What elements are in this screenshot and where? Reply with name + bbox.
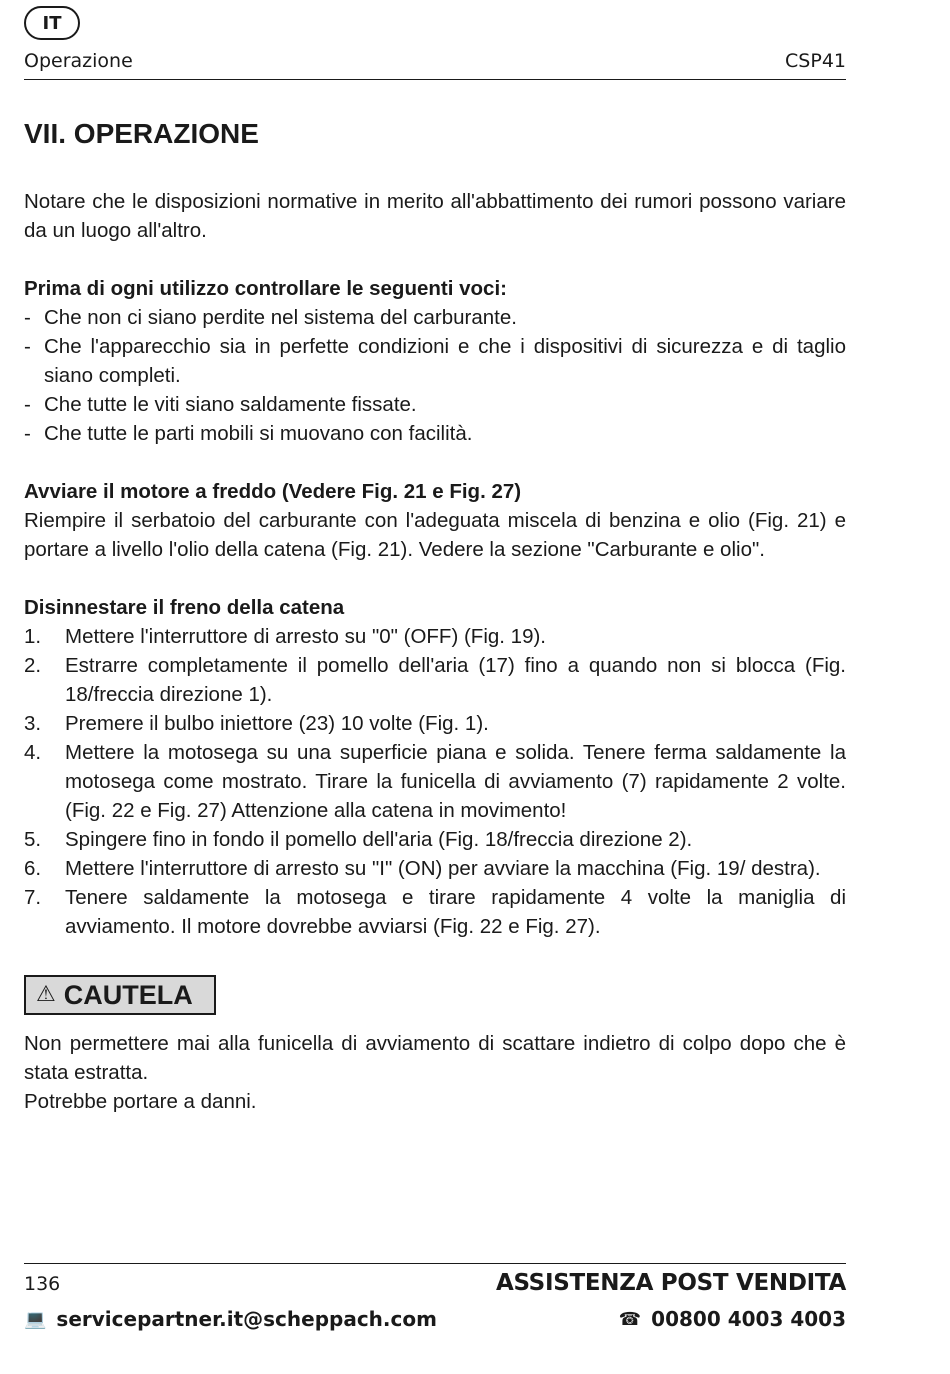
chain-brake-section	[24, 593, 846, 941]
email-address[interactable]: servicepartner.it@scheppach.com	[56, 1307, 437, 1331]
list-item: - Che non ci siano perdite nel sistema del carburante.	[24, 306, 517, 329]
list-item: - Che tutte le parti mobili si muovano con facilità.	[24, 422, 473, 445]
list-item: - Che tutte le viti siano saldamente fissate.	[24, 393, 417, 416]
step-item: 6. Mettere l'interruttore di arresto su "I" (ON) per avviare la macchina (Fig. 19/ destra).	[24, 857, 821, 880]
intro-paragraph: Notare che le disposizioni normative in merito all'abbattimento dei rumori possono variare da un luogo all'altro.	[24, 190, 846, 242]
cold-start-text: Riempire il serbatoio del carburante con l'adeguata miscela di benzina e olio (Fig. 21) e portare a livello l'olio della catena (Fig. 21). Vedere la sezione "Carburante e olio".	[24, 509, 846, 561]
checks-section	[24, 274, 846, 448]
header-divider	[24, 79, 846, 80]
list-item: - Che l'apparecchio sia in perfette condizioni e che i dispositivi di sicurezza e di taglio siano completi.	[24, 335, 846, 387]
page-number: 136	[24, 1273, 61, 1295]
contact-row	[24, 1307, 846, 1331]
steps-list	[24, 622, 846, 941]
step-item: 2. Estrarre completamente il pomello dell'aria (17) fino a quando non si blocca (Fig. 18/freccia direzione 1).	[24, 654, 846, 706]
model-name: CSP41	[785, 50, 846, 72]
chain-brake-heading: Disinnestare il freno della catena	[24, 596, 345, 619]
section-name: Operazione	[24, 50, 133, 72]
page-footer	[24, 1270, 846, 1296]
step-item: 3. Premere il bulbo iniettore (23) 10 volte (Fig. 1).	[24, 712, 489, 735]
step-item: 4. Mettere la motosega su una superficie piana e solida. Tenere ferma saldamente la motosega come mostrato. Tirare la funicella di avviamento (7) rapidamente 2 volte. (Fig. 22 e Fig. 27) Attenzione alla catena in movimento!	[24, 741, 846, 822]
cold-start-section	[24, 477, 846, 564]
caution-label: CAUTELA	[63, 979, 193, 1010]
step-item: 5. Spingere fino in fondo il pomello dell'aria (Fig. 18/freccia direzione 2).	[24, 828, 693, 851]
laptop-icon: 💻	[24, 1308, 47, 1330]
page-header	[24, 50, 846, 72]
checks-heading: Prima di ogni utilizzo controllare le seguenti voci:	[24, 277, 507, 300]
checks-list	[24, 303, 846, 448]
step-item: 1. Mettere l'interruttore di arresto su "0" (OFF) (Fig. 19).	[24, 625, 546, 648]
language-code: IT	[42, 12, 62, 34]
footer-divider	[24, 1263, 846, 1264]
main-content	[24, 112, 846, 1116]
step-item: 7. Tenere saldamente la motosega e tirare rapidamente 4 volte la maniglia di avviamento. Il motore dovrebbe avviarsi (Fig. 22 e Fig. 27).	[24, 886, 846, 938]
cold-start-heading: Avviare il motore a freddo (Vedere Fig. 21 e Fig. 27)	[24, 480, 522, 503]
phone-number[interactable]: 00800 4003 4003	[651, 1307, 846, 1331]
telephone-icon: ☎	[618, 1308, 642, 1330]
page-title: VII. OPERAZIONE	[24, 118, 259, 149]
language-badge	[24, 6, 80, 40]
service-title: ASSISTENZA POST VENDITA	[495, 1270, 846, 1296]
warning-triangle-icon: ⚠	[36, 982, 56, 1007]
caution-text: Non permettere mai alla funicella di avviamento di scattare indietro di colpo dopo che è stata estratta.	[24, 1032, 846, 1084]
caution-box	[24, 975, 216, 1015]
phone-contact	[619, 1307, 846, 1331]
caution-consequence: Potrebbe portare a danni.	[24, 1090, 257, 1113]
email-contact	[24, 1307, 437, 1331]
